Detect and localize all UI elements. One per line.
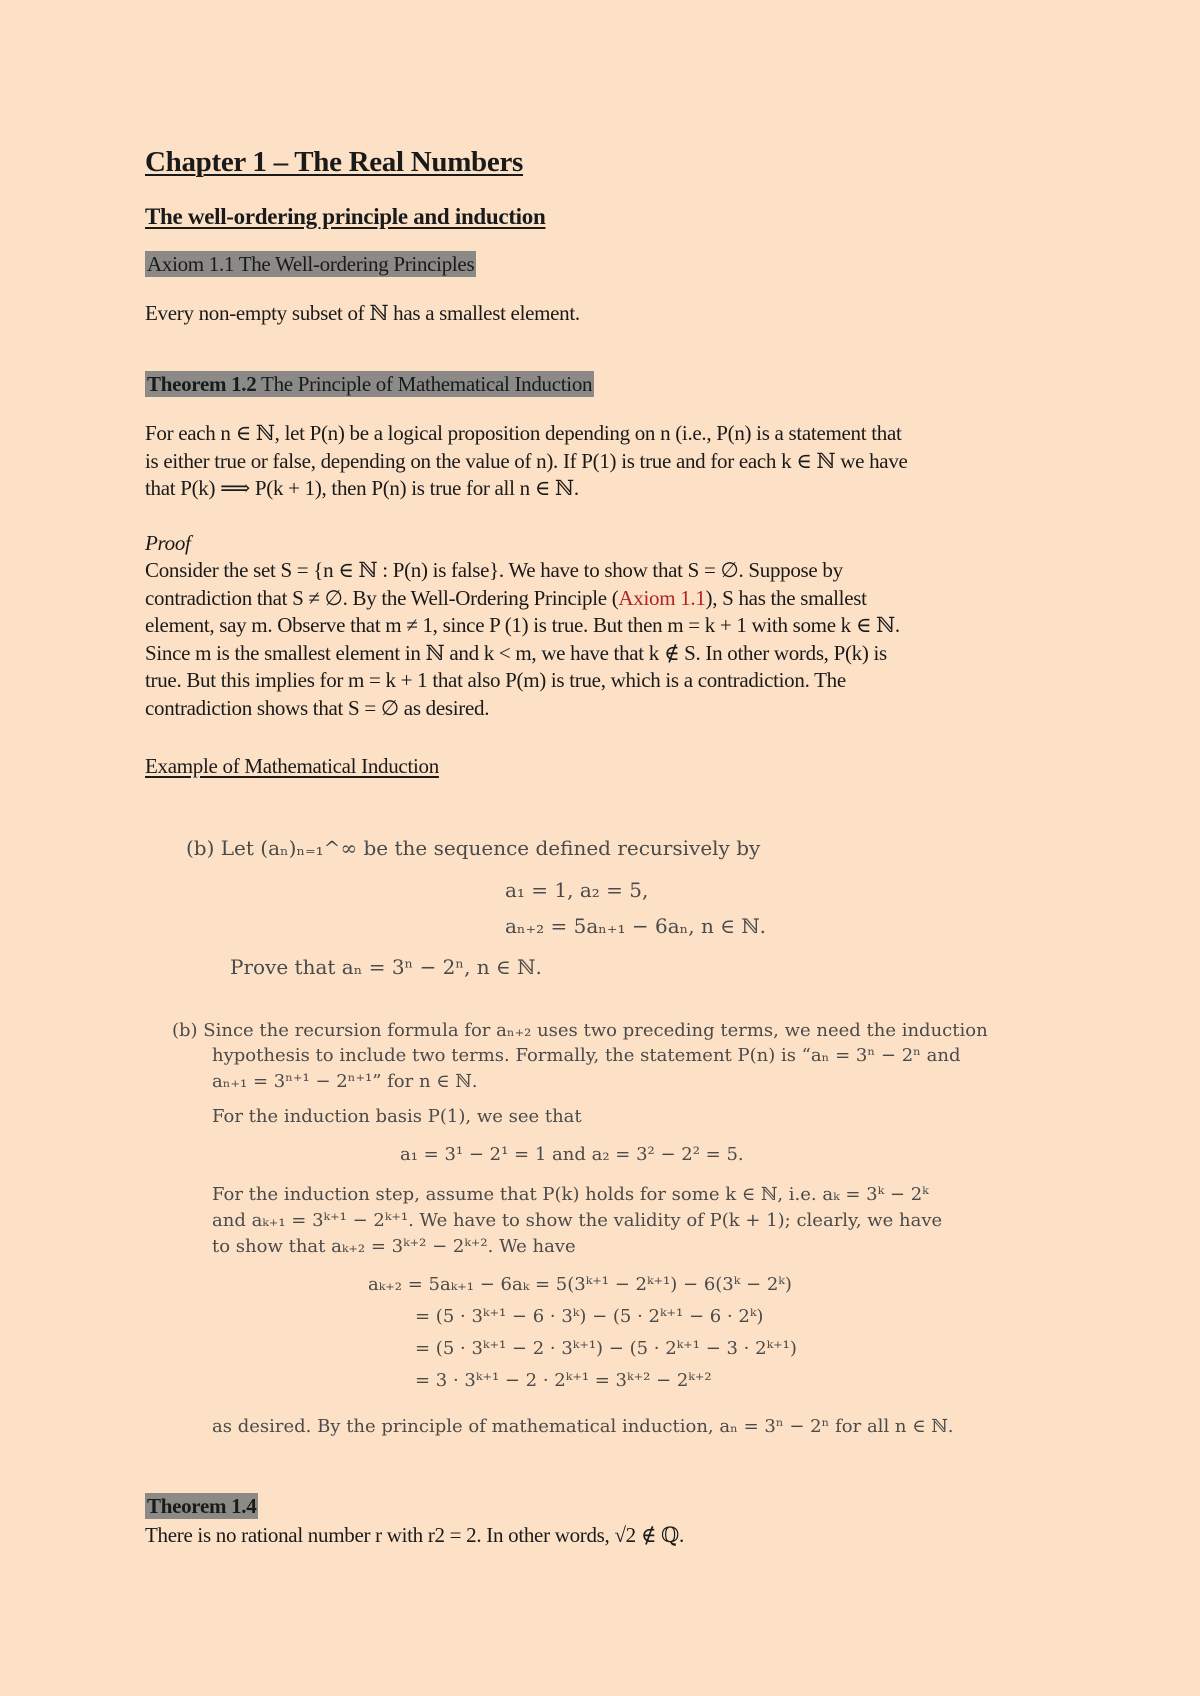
proof-line: contradiction shows that S = ∅ as desired. bbox=[145, 695, 490, 720]
theorem-1-4-body: There is no rational number r with r2 = 2. In other words, √2 ∉ ℚ. bbox=[145, 1523, 684, 1547]
theorem-line: is either true or false, depending on the value of n). If P(1) is true and for each k ∈ ℕ we have bbox=[145, 448, 908, 473]
theorem-line: For each n ∈ ℕ, let P(n) be a logical proposition depending on n (i.e., P(n) is a statement that bbox=[145, 421, 902, 445]
solution-line: For the induction basis P(1), we see that bbox=[212, 1106, 582, 1127]
section-title: The well-ordering principle and induction bbox=[145, 204, 546, 229]
proof-line: contradiction that S ≠ ∅. By the Well-Ordering Principle (Axiom 1.1), S has the smallest bbox=[145, 585, 867, 610]
theorem-1-2-label: Theorem 1.2 bbox=[147, 372, 257, 396]
axiom-reference-link[interactable]: Axiom 1.1 bbox=[618, 585, 706, 610]
solution-line: to show that aₖ₊₂ = 3ᵏ⁺² − 2ᵏ⁺². We have bbox=[212, 1236, 576, 1257]
proof-line: Consider the set S = {n ∈ ℕ : P(n) is false}. We have to show that S = ∅. Suppose by bbox=[145, 558, 843, 582]
theorem-1-2-body bbox=[145, 420, 1075, 503]
solution-basis-eq: a₁ = 3¹ − 2¹ = 1 and a₂ = 3² − 2² = 5. bbox=[400, 1144, 744, 1165]
question-intro: (b) Let (aₙ)ₙ₌₁^∞ be the sequence defined recursively by bbox=[186, 836, 761, 860]
example-heading: Example of Mathematical Induction bbox=[145, 754, 439, 778]
proof-line: true. But this implies for m = k + 1 that also P(m) is true, which is a contradiction. The bbox=[145, 668, 846, 692]
question-eq1: a₁ = 1, a₂ = 5, bbox=[505, 878, 649, 902]
solution-calc: = 3 · 3ᵏ⁺¹ − 2 · 2ᵏ⁺¹ = 3ᵏ⁺² − 2ᵏ⁺² bbox=[415, 1370, 712, 1391]
solution-calc: aₖ₊₂ = 5aₖ₊₁ − 6aₖ = 5(3ᵏ⁺¹ − 2ᵏ⁺¹) − 6(3ᵏ − 2ᵏ) bbox=[368, 1274, 792, 1295]
axiom-heading bbox=[145, 252, 476, 277]
theorem-1-4-heading bbox=[145, 1494, 258, 1519]
solution-line: and aₖ₊₁ = 3ᵏ⁺¹ − 2ᵏ⁺¹. We have to show the validity of P(k + 1); clearly, we have bbox=[212, 1210, 943, 1231]
axiom-heading-text: Axiom 1.1 The Well-ordering Principles bbox=[147, 252, 475, 276]
proof-heading: Proof bbox=[145, 531, 191, 555]
proof-line: Since m is the smallest element in ℕ and k < m, we have that k ∉ S. In other words, P(k) is bbox=[145, 640, 887, 665]
theorem-1-4-label: Theorem 1.4 bbox=[147, 1494, 257, 1518]
question-prove: Prove that aₙ = 3ⁿ − 2ⁿ, n ∈ ℕ. bbox=[230, 955, 542, 979]
solution-line: aₙ₊₁ = 3ⁿ⁺¹ − 2ⁿ⁺¹” for n ∈ ℕ. bbox=[212, 1071, 478, 1092]
theorem-1-2-heading bbox=[145, 372, 594, 397]
solution-line: For the induction step, assume that P(k) holds for some k ∈ ℕ, i.e. aₖ = 3ᵏ − 2ᵏ bbox=[212, 1184, 929, 1205]
solution-line: (b) Since the recursion formula for aₙ₊₂ uses two preceding terms, we need the induction bbox=[172, 1020, 988, 1041]
question-eq2: aₙ₊₂ = 5aₙ₊₁ − 6aₙ, n ∈ ℕ. bbox=[505, 914, 767, 938]
chapter-title: Chapter 1 – The Real Numbers bbox=[145, 146, 524, 178]
theorem-line: that P(k) ⟹ P(k + 1), then P(n) is true for all n ∈ ℕ. bbox=[145, 476, 579, 500]
solution-calc: = (5 · 3ᵏ⁺¹ − 6 · 3ᵏ) − (5 · 2ᵏ⁺¹ − 6 · 2ᵏ) bbox=[415, 1306, 764, 1327]
solution-line: as desired. By the principle of mathematical induction, aₙ = 3ⁿ − 2ⁿ for all n ∈ ℕ. bbox=[212, 1416, 954, 1437]
theorem-1-2-title: The Principle of Mathematical Induction bbox=[256, 372, 593, 396]
axiom-body: Every non-empty subset of ℕ has a smallest element. bbox=[145, 301, 580, 325]
proof-body bbox=[145, 557, 1075, 722]
solution-line: hypothesis to include two terms. Formally, the statement P(n) is “aₙ = 3ⁿ − 2ⁿ and bbox=[212, 1045, 961, 1066]
proof-line: element, say m. Observe that m ≠ 1, since P (1) is true. But then m = k + 1 with some k ∈ ℕ. bbox=[145, 613, 900, 637]
solution-calc: = (5 · 3ᵏ⁺¹ − 2 · 3ᵏ⁺¹) − (5 · 2ᵏ⁺¹ − 3 · 2ᵏ⁺¹) bbox=[415, 1338, 797, 1359]
